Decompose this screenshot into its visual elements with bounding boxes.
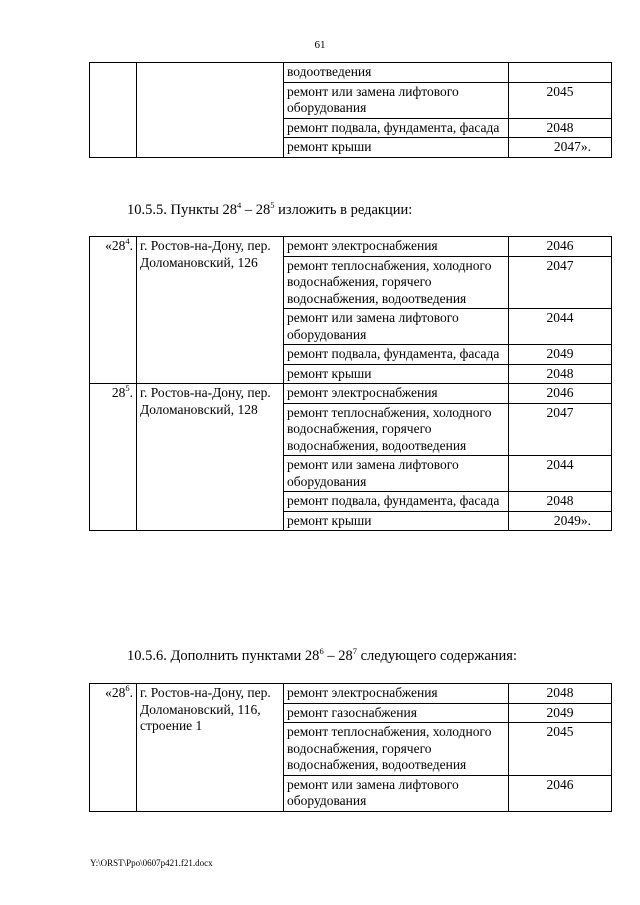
file-path-footer: Y:\ORST\Ppo\0607p421.f21.docx	[90, 858, 213, 868]
work-type: ремонт крыши	[284, 511, 509, 531]
work-type: ремонт газоснабжения	[284, 703, 509, 723]
work-type: ремонт теплоснабжения, холодного водоснабжения, горячего водоснабжения, водоотведения	[284, 723, 509, 776]
works-table-continuation	[89, 62, 612, 158]
table-row	[90, 684, 612, 704]
year-cell: 2049	[509, 703, 612, 723]
page-number: 61	[314, 39, 326, 51]
work-type: ремонт или замена лифтового оборудования	[284, 82, 509, 118]
year-cell: 2044	[509, 309, 612, 345]
year-cell: 2048	[509, 492, 612, 512]
table-row	[90, 63, 612, 83]
work-type: ремонт или замена лифтового оборудования	[284, 775, 509, 811]
year-cell: 2047	[509, 403, 612, 456]
year-cell: 2044	[509, 456, 612, 492]
year-cell	[509, 63, 612, 83]
address: г. Ростов-на-Дону, пер. Доломановский, 126	[137, 237, 284, 384]
work-type: ремонт теплоснабжения, холодного водоснабжения, горячего водоснабжения, водоотведения	[284, 403, 509, 456]
year-cell: 2047	[509, 256, 612, 309]
table-row	[90, 237, 612, 257]
work-type: ремонт подвала, фундамента, фасада	[284, 345, 509, 365]
year-cell: 2048	[509, 118, 612, 138]
work-type: ремонт подвала, фундамента, фасада	[284, 492, 509, 512]
work-type: ремонт крыши	[284, 364, 509, 384]
table-row	[90, 384, 612, 404]
item-number: «$28^4$.	[90, 237, 137, 384]
work-type: водоотведения	[284, 63, 509, 83]
year-cell: 2045	[509, 82, 612, 118]
work-type: ремонт или замена лифтового оборудования	[284, 309, 509, 345]
paragraph-10-5-5: 10.5.5. Пункты $28^4 - 28^5$ изложить в редакции:	[127, 200, 413, 218]
paragraph-10-5-6: 10.5.6. Дополнить пунктами $28^6 - 28^7$ следующего содержания:	[127, 646, 518, 664]
year-cell: 2049».	[509, 511, 612, 531]
year-cell: 2046	[509, 775, 612, 811]
year-cell: 2048	[509, 684, 612, 704]
year-cell: 2048	[509, 364, 612, 384]
work-type: ремонт электроснабжения	[284, 384, 509, 404]
address: г. Ростов-на-Дону, пер. Доломановский, 116, строение 1	[137, 684, 284, 812]
work-type: ремонт подвала, фундамента, фасада	[284, 118, 509, 138]
works-table-items-28-4-28-5	[89, 236, 612, 531]
work-type: ремонт крыши	[284, 138, 509, 158]
work-type: ремонт или замена лифтового оборудования	[284, 456, 509, 492]
work-type: ремонт электроснабжения	[284, 237, 509, 257]
work-type: ремонт теплоснабжения, холодного водоснабжения, горячего водоснабжения, водоотведения	[284, 256, 509, 309]
year-cell: 2049	[509, 345, 612, 365]
work-type: ремонт электроснабжения	[284, 684, 509, 704]
year-cell: 2047».	[509, 138, 612, 158]
address: г. Ростов-на-Дону, пер. Доломановский, 128	[137, 384, 284, 531]
number-cell	[90, 63, 137, 158]
year-cell: 2046	[509, 384, 612, 404]
address-cell	[137, 63, 284, 158]
item-number: «$28^6$.	[90, 684, 137, 812]
year-cell: 2045	[509, 723, 612, 776]
year-cell: 2046	[509, 237, 612, 257]
works-table-item-28-6	[89, 683, 612, 812]
item-number: $28^5$.	[90, 384, 137, 531]
